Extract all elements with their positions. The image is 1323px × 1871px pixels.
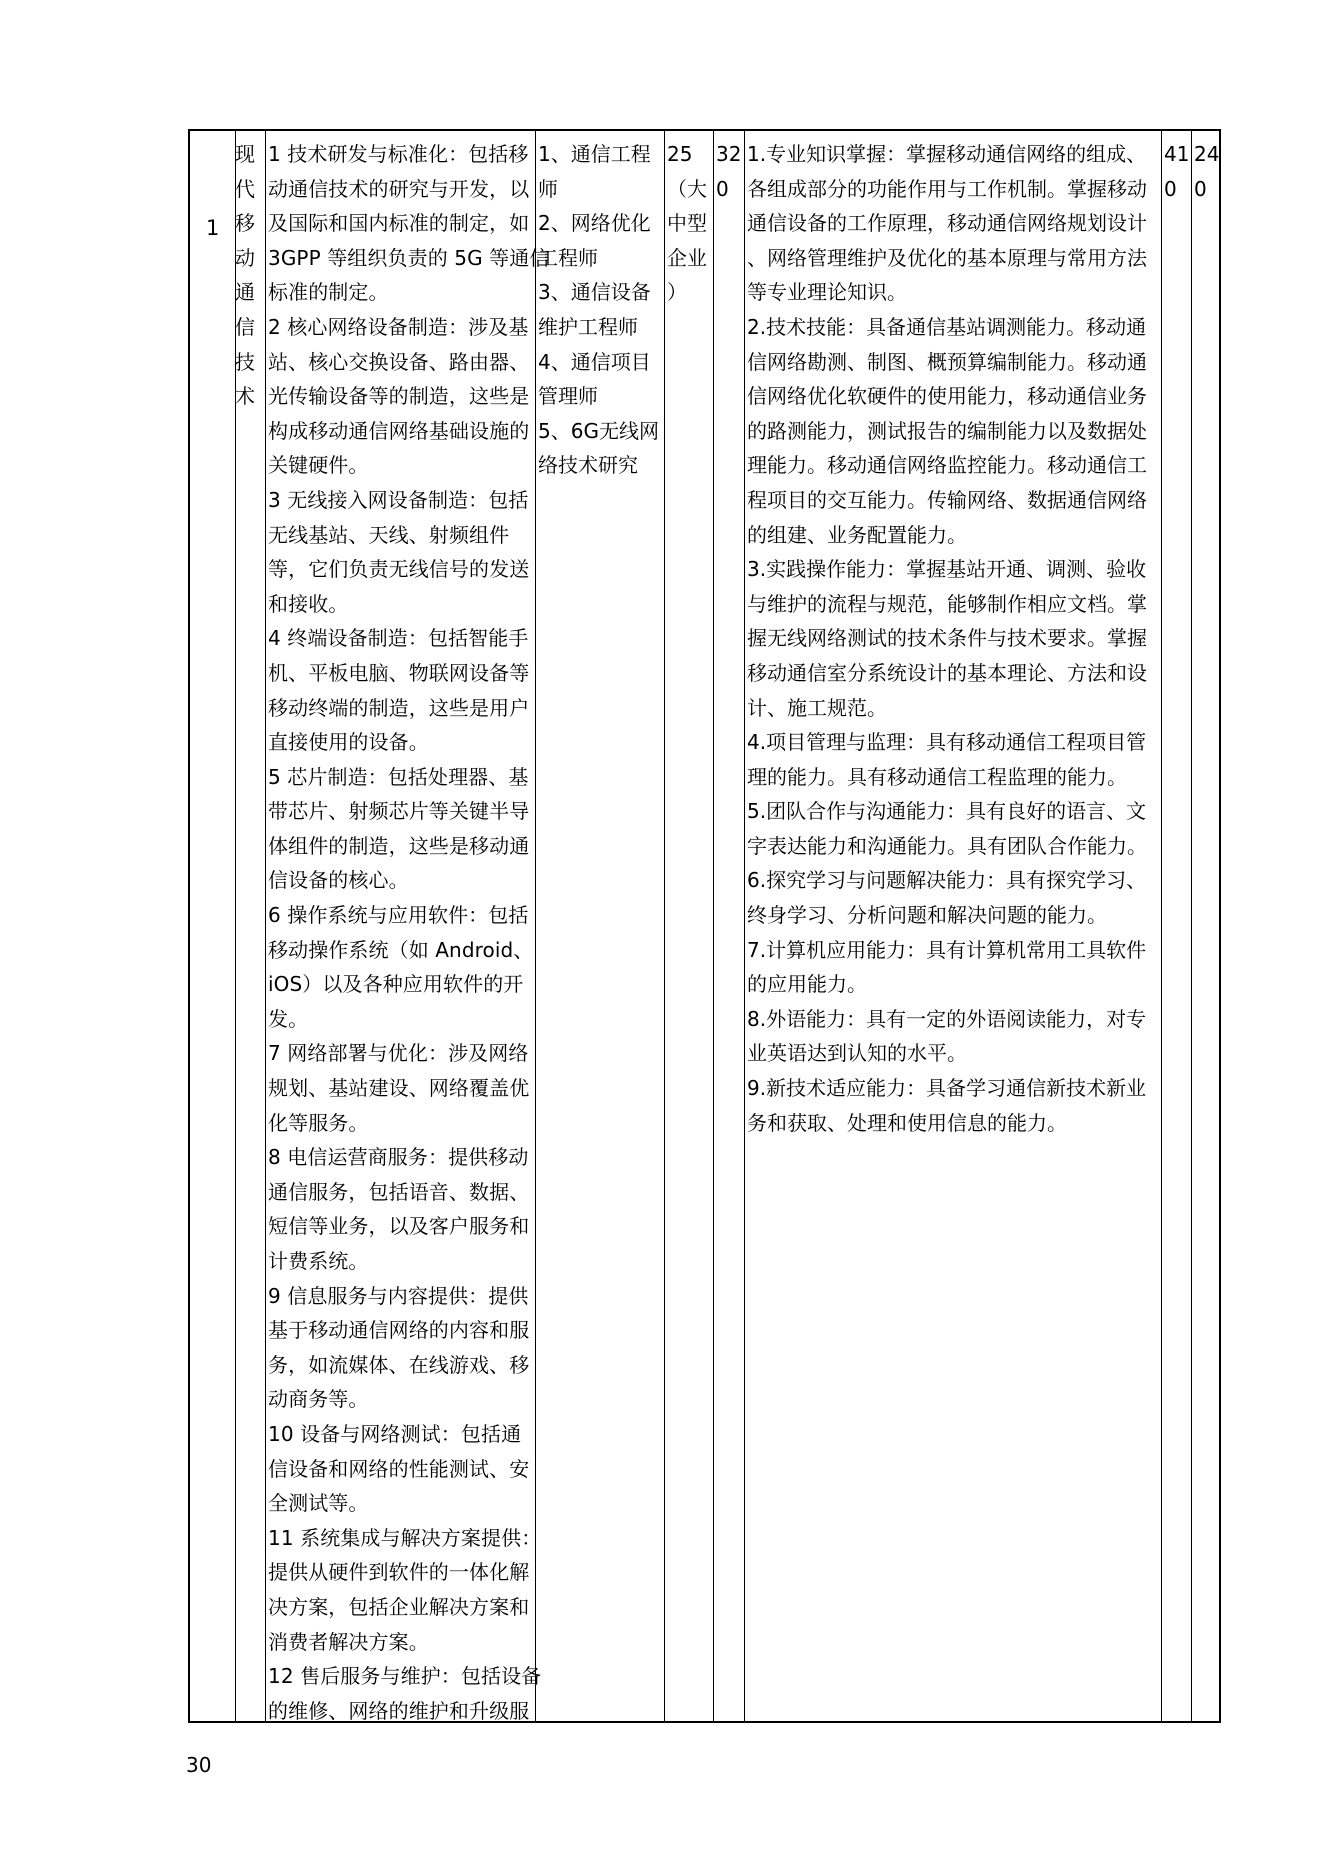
industry-line: 提供从硬件到软件的一体化解	[268, 1560, 530, 1585]
industry-line: 12 售后服务与维护：包括设备	[268, 1664, 542, 1689]
industry-line: 动商务等。	[268, 1387, 369, 1412]
industry-line: 11 系统集成与解决方案提供：	[268, 1525, 542, 1550]
industry-line: 8 电信运营商服务：提供移动	[268, 1145, 529, 1170]
industry-line: 全测试等。	[268, 1491, 369, 1516]
industry-line: 6 操作系统与应用软件：包括	[268, 903, 529, 928]
major-name-char: 术	[235, 384, 255, 409]
ability-line: 等专业理论知识。	[747, 280, 907, 305]
industry-line: 化等服务。	[268, 1110, 369, 1135]
major-name-char: 现	[235, 142, 255, 166]
ability-line: 程项目的交互能力。传输网络、数据通信网络	[747, 487, 1147, 512]
industry-line: 信设备的核心。	[268, 868, 409, 893]
job-line: 管理师	[538, 384, 598, 409]
industry-line: 规划、基站建设、网络覆盖优	[268, 1076, 530, 1101]
industry-line: 消费者解决方案。	[268, 1629, 429, 1654]
job-positions	[538, 137, 659, 483]
job-line: 5、6G无线网	[538, 418, 659, 443]
ability-line: 终身学习、分析问题和解决问题的能力。	[747, 903, 1107, 928]
ability-line: 业英语达到认知的水平。	[747, 1041, 967, 1066]
industry-description	[268, 137, 549, 1728]
ability-line: 的组建、业务配置能力。	[747, 522, 967, 547]
count-a-line: ）	[667, 280, 687, 305]
column-divider	[713, 131, 714, 1721]
ability-line: 的应用能力。	[747, 972, 867, 997]
major-name-char: 技	[235, 349, 255, 374]
industry-line: 机、平板电脑、物联网设备等	[268, 660, 530, 685]
ability-line: 6.探究学习与问题解决能力：具有探究学习、	[747, 868, 1147, 893]
job-line: 师	[538, 176, 558, 201]
major-name-char: 动	[235, 245, 255, 270]
industry-line: 移动终端的制造，这些是用户	[268, 695, 530, 720]
ability-line: 3.实践操作能力：掌握基站开通、调测、验收	[747, 557, 1147, 582]
ability-line: 7.计算机应用能力：具有计算机常用工具软件	[747, 937, 1147, 962]
industry-line: 动通信技术的研究与开发，以	[268, 176, 530, 201]
count-b-line: 0	[716, 176, 729, 201]
ability-line: 9.新技术适应能力：具备学习通信新技术新业	[747, 1076, 1147, 1101]
major-name-char: 信	[235, 314, 255, 339]
industry-line: 移动操作系统（如 Android、	[268, 937, 534, 962]
ability-line: 、网络管理维护及优化的基本原理与常用方法	[747, 245, 1147, 270]
ability-line: 2.技术技能：具备通信基站调测能力。移动通	[747, 314, 1147, 339]
job-line: 4、通信项目	[538, 349, 651, 374]
industry-line: 关键硬件。	[268, 453, 369, 478]
industry-line: 的维修、网络的维护和升级服	[268, 1698, 530, 1723]
industry-line: 直接使用的设备。	[268, 730, 429, 755]
industry-line: 5 芯片制造：包括处理器、基	[268, 764, 529, 789]
column-divider	[744, 131, 745, 1721]
ability-line: 8.外语能力：具有一定的外语阅读能力，对专	[747, 1006, 1147, 1031]
ability-line: 的路测能力，测试报告的编制能力以及数据处	[747, 418, 1147, 443]
ability-line: 1.专业知识掌握：掌握移动通信网络的组成、	[747, 142, 1147, 166]
ability-line: 4.项目管理与监理：具有移动通信工程项目管	[747, 730, 1147, 755]
industry-line: 决方案，包括企业解决方案和	[268, 1594, 530, 1619]
major-name-char: 通	[235, 280, 255, 305]
industry-line: 4 终端设备制造：包括智能手	[268, 626, 529, 651]
column-divider	[1191, 131, 1192, 1721]
industry-line: 和接收。	[268, 591, 349, 616]
industry-line: 务，如流媒体、在线游戏、移	[268, 1352, 530, 1377]
major-name-char: 移	[235, 211, 255, 236]
count-a-line: （大	[667, 176, 707, 201]
industry-line: 体组件的制造，这些是移动通	[268, 833, 530, 858]
count-c-line: 0	[1164, 176, 1177, 201]
industry-line: 基于移动通信网络的内容和服	[268, 1318, 530, 1343]
industry-line: 9 信息服务与内容提供：提供	[268, 1283, 529, 1308]
column-divider	[265, 131, 266, 1721]
industry-line: 计费系统。	[268, 1249, 369, 1273]
count-d-line: 0	[1194, 176, 1207, 201]
count-a-line: 企业	[667, 245, 707, 270]
industry-line: 标准的制定。	[268, 280, 389, 305]
industry-line: 构成移动通信网络基础设施的	[268, 418, 530, 443]
ability-line: 信网络优化软硬件的使用能力，移动通信业务	[747, 384, 1147, 409]
count-enterprise	[667, 137, 707, 310]
industry-line: 无线基站、天线、射频组件	[268, 522, 510, 547]
industry-line: 7 网络部署与优化：涉及网络	[268, 1041, 529, 1066]
count-b-line: 32	[716, 142, 742, 166]
count-a-line: 中型	[667, 211, 707, 236]
ability-line: 理能力。移动通信网络监控能力。移动通信工	[747, 453, 1147, 478]
ability-line: 理的能力。具有移动通信工程监理的能力。	[747, 764, 1127, 789]
ability-line: 移动通信室分系统设计的基本理论、方法和设	[747, 660, 1147, 685]
industry-line: 站、核心交换设备、路由器、	[268, 349, 530, 374]
count-d-line: 24	[1194, 142, 1220, 166]
ability-line: 务和获取、处理和使用信息的能力。	[747, 1110, 1067, 1135]
job-line: 2、网络优化	[538, 211, 651, 236]
industry-line: 信设备和网络的性能测试、安	[268, 1456, 530, 1481]
column-divider	[664, 131, 665, 1721]
ability-requirements	[747, 137, 1147, 1140]
ability-line: 各组成部分的功能作用与工作机制。掌握移动	[747, 176, 1147, 201]
industry-line: 短信等业务，以及客户服务和	[268, 1214, 530, 1239]
column-divider	[1161, 131, 1162, 1721]
count-column-b	[716, 137, 741, 206]
ability-line: 计、施工规范。	[747, 695, 887, 720]
industry-line: 及国际和国内标准的制定，如	[268, 211, 530, 236]
count-column-d	[1194, 137, 1219, 206]
industry-line: iOS）以及各种应用软件的开	[268, 972, 524, 997]
job-line: 工程师	[538, 245, 598, 270]
count-c-line: 41	[1164, 142, 1190, 166]
industry-line: 发。	[268, 1006, 309, 1031]
page-number: 30	[186, 1753, 212, 1777]
industry-line: 2 核心网络设备制造：涉及基	[268, 314, 529, 339]
row-number: 1	[206, 216, 220, 240]
ability-line: 信网络勘测、制图、概预算编制能力。移动通	[747, 349, 1147, 374]
industry-line: 3GPP 等组织负责的 5G 等通信	[268, 245, 550, 270]
job-line: 3、通信设备	[538, 280, 651, 305]
ability-line: 握无线网络测试的技术条件与技术要求。掌握	[747, 626, 1147, 651]
industry-line: 通信服务，包括语音、数据、	[268, 1179, 530, 1204]
count-a-line: 25	[667, 142, 693, 166]
industry-line: 10 设备与网络测试：包括通	[268, 1421, 522, 1446]
ability-line: 5.团队合作与沟通能力：具有良好的语言、文	[747, 799, 1147, 824]
count-column-c	[1164, 137, 1189, 206]
ability-line: 字表达能力和沟通能力。具有团队合作能力。	[747, 833, 1147, 858]
major-name-char: 代	[235, 176, 255, 201]
job-line: 1、通信工程	[538, 142, 651, 166]
job-line: 维护工程师	[538, 314, 638, 339]
curriculum-table	[188, 129, 1221, 1723]
industry-line: 3 无线接入网设备制造：包括	[268, 487, 529, 512]
industry-line: 光传输设备等的制造，这些是	[268, 384, 530, 409]
industry-line: 1 技术研发与标准化：包括移	[268, 142, 529, 166]
major-name-vertical	[232, 137, 258, 414]
ability-line: 通信设备的工作原理，移动通信网络规划设计	[747, 211, 1147, 236]
industry-line: 等，它们负责无线信号的发送	[268, 557, 530, 582]
ability-line: 与维护的流程与规范，能够制作相应文档。掌	[747, 591, 1147, 616]
industry-line: 带芯片、射频芯片等关键半导	[268, 799, 530, 824]
job-line: 络技术研究	[538, 453, 638, 478]
